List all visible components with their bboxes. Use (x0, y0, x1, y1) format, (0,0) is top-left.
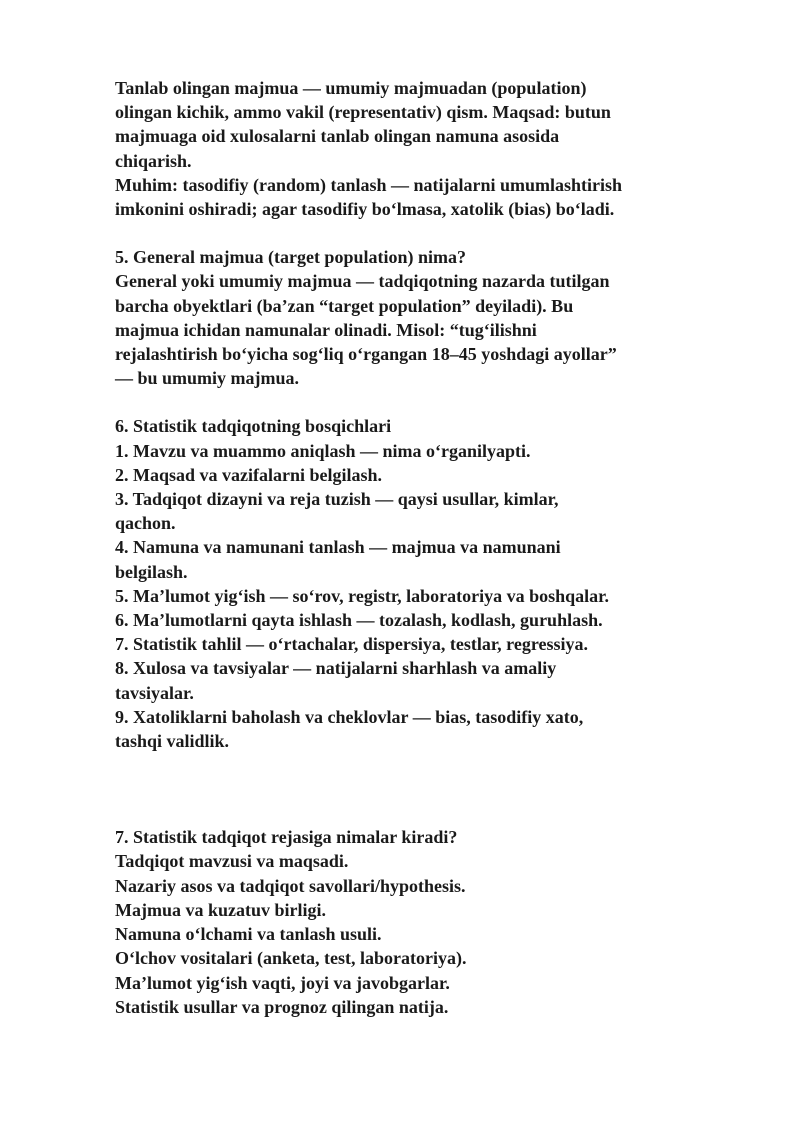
text-line: Muhim: tasodifiy (random) tanlash — natijalarni umumlashtirish (115, 174, 623, 195)
section-heading: 7. Statistik tadqiqot rejasiga nimalar kiradi? (115, 827, 458, 848)
list-item: Tadqiqot mavzusi va maqsadi. (115, 851, 349, 872)
spacer (115, 753, 735, 825)
list-item: belgilash. (115, 561, 188, 582)
text-line: olingan kichik, ammo vakil (representativ) qism. Maqsad: butun (115, 102, 611, 123)
list-item: 9. Xatoliklarni baholash va cheklovlar — bias, tasodifiy xato, (115, 706, 584, 727)
list-item: qachon. (115, 513, 176, 534)
list-item: Nazariy asos va tadqiqot savollari/hypothesis. (115, 875, 466, 896)
text-line: barcha obyektlari (ba’zan “target population” deyiladi). Bu (115, 295, 574, 316)
text-line: rejalashtirish bo‘yicha sog‘liq o‘rgangan 18–45 yoshdagi ayollar” (115, 344, 617, 365)
list-item: tashqi validlik. (115, 731, 230, 752)
section-5 (115, 245, 735, 390)
spacer (115, 221, 735, 245)
list-item: O‘lchov vositalari (anketa, test, laboratoriya). (115, 948, 467, 969)
text-line: chiqarish. (115, 150, 192, 171)
section-heading: 5. General majmua (target population) nima? (115, 247, 466, 268)
list-item: 3. Tadqiqot dizayni va reja tuzish — qaysi usullar, kimlar, (115, 489, 559, 510)
list-item: 1. Mavzu va muammo aniqlash — nima o‘rganilyapti. (115, 440, 531, 461)
text-line: majmuaga oid xulosalarni tanlab olingan namuna asosida (115, 126, 560, 147)
document-page (115, 76, 735, 1019)
intro-paragraph (115, 76, 735, 221)
section-6 (115, 414, 735, 753)
list-item: tavsiyalar. (115, 682, 194, 703)
section-heading: 6. Statistik tadqiqotning bosqichlari (115, 416, 392, 437)
list-item: 7. Statistik tahlil — o‘rtachalar, dispersiya, testlar, regressiya. (115, 634, 588, 655)
list-item: Majmua va kuzatuv birligi. (115, 899, 327, 920)
list-item: 5. Ma’lumot yig‘ish — so‘rov, registr, laboratoriya va boshqalar. (115, 585, 610, 606)
section-7 (115, 825, 735, 1019)
text-line: — bu umumiy majmua. (115, 368, 300, 389)
text-line: Tanlab olingan majmua — umumiy majmuadan (population) (115, 78, 587, 98)
list-item: 8. Xulosa va tavsiyalar — natijalarni sharhlash va amaliy (115, 658, 557, 679)
list-item: 6. Ma’lumotlarni qayta ishlash — tozalash, kodlash, guruhlash. (115, 610, 603, 631)
list-item: Namuna o‘lchami va tanlash usuli. (115, 924, 382, 945)
text-line: General yoki umumiy majmua — tadqiqotning nazarda tutilgan (115, 271, 610, 292)
list-item: Ma’lumot yig‘ish vaqti, joyi va javobgarlar. (115, 972, 450, 993)
list-item: 4. Namuna va namunani tanlash — majmua va namunani (115, 537, 561, 558)
list-item: Statistik usullar va prognoz qilingan natija. (115, 996, 449, 1017)
list-item: 2. Maqsad va vazifalarni belgilash. (115, 464, 383, 485)
text-line: imkonini oshiradi; agar tasodifiy bo‘lmasa, xatolik (bias) bo‘ladi. (115, 199, 615, 220)
spacer (115, 390, 735, 414)
text-line: majmua ichidan namunalar olinadi. Misol: “tug‘ilishni (115, 319, 537, 340)
